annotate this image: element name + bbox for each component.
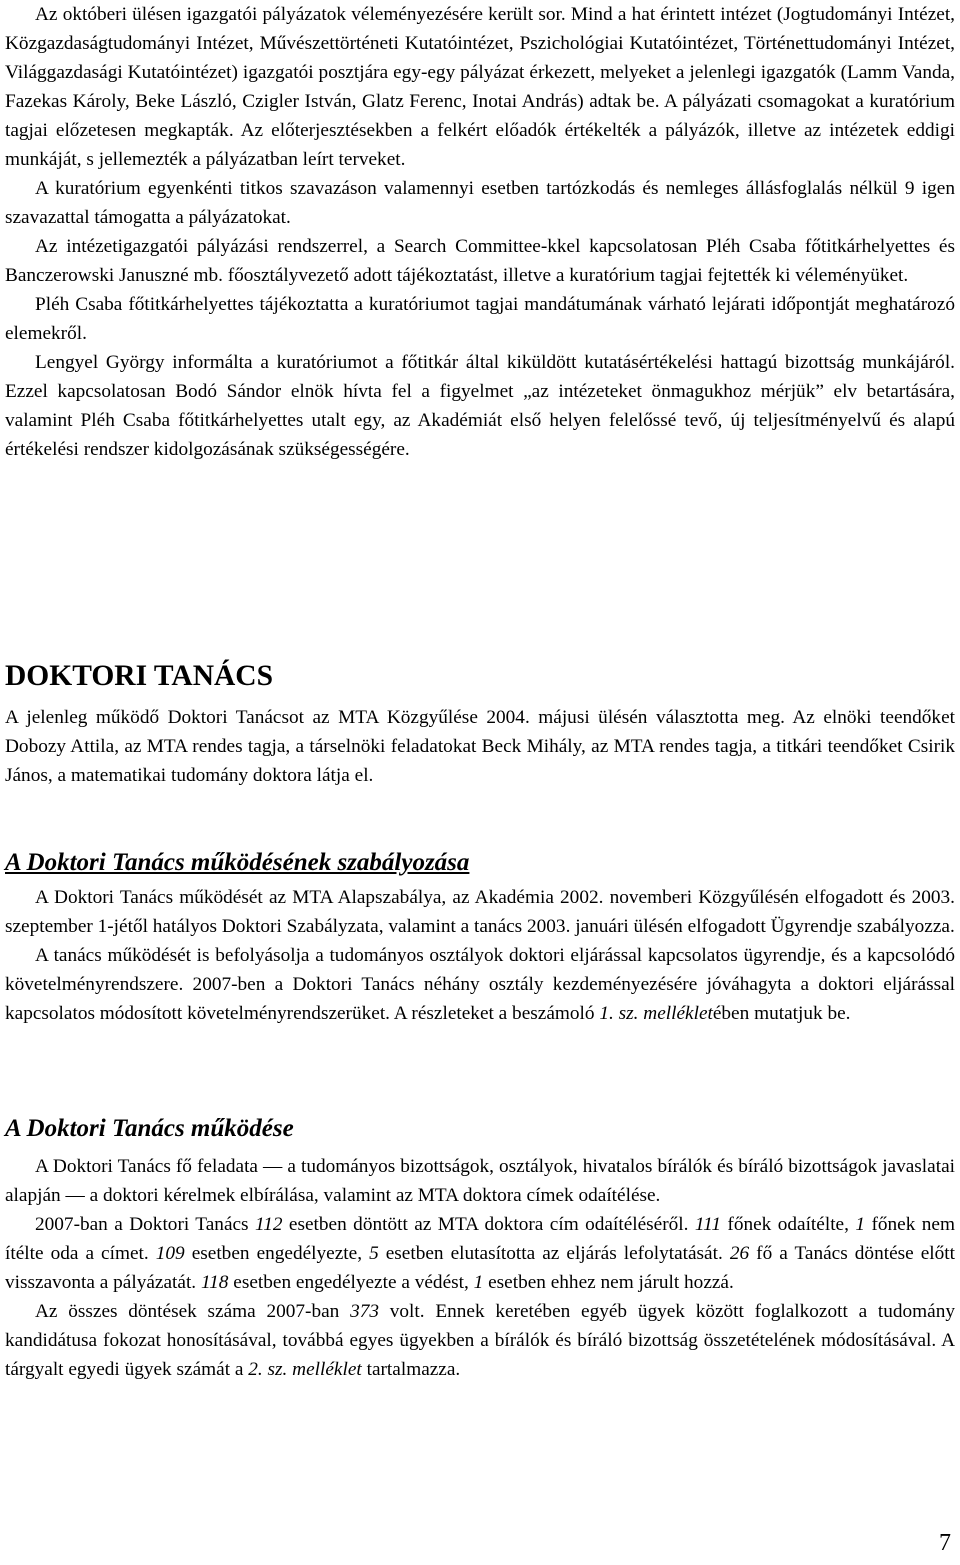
paragraph: Lengyel György informálta a kuratóriumot a főtitkár által kiküldött kutatásértékelési hattagú bizottság munkájáról. Ezzel kapcsolatosan Bodó Sándor elnök hívta fel a figyelmet „az intézeteket önmagukhoz mérjük” elv betartására, valamint Pléh Csaba főtitkárhelyettes utalt egy, az Akadémiát első helyen felelőssé tevő, új teljesítményelvű és alapú értékelési rendszer kidolgozásának szükségességére. bbox=[5, 352, 955, 460]
heading-mukodese: A Doktori Tanács működése bbox=[5, 1115, 294, 1142]
page-number: 7 bbox=[939, 1530, 951, 1556]
figure: 5 bbox=[369, 1243, 379, 1264]
ops-paragraph-1: A Doktori Tanács fő feladata — a tudományos bizottságok, osztályok, hivatalos bírálók és bíráló bizottságok javaslatai alapján — a doktori kérelmek elbírálása, valamint az MTA doktora címek odaítélése. bbox=[5, 1156, 955, 1206]
figure: 373 bbox=[350, 1301, 379, 1322]
intro-block bbox=[5, 703, 955, 790]
paragraph: Az intézetigazgatói pályázási rendszerrel, a Search Committee-kkel kapcsolatosan Pléh Csaba főtitkárhelyettes és Banczerowski Januszné mb. főosztályvezető adott tájékoztatást, illetve a kuratórium tagjai fejtették ki véleményüket. bbox=[5, 236, 955, 286]
paragraph: Pléh Csaba főtitkárhelyettes tájékoztatta a kuratóriumot tagjai mandátumának várható lejárati időpontját meghatározó elemekről. bbox=[5, 294, 955, 344]
intro-paragraph: A jelenleg működő Doktori Tanácsot az MTA Közgyűlése 2004. májusi ülésén választotta meg. Az elnöki teendőket Dobozy Attila, az MTA rendes tagja, a társelnöki feladatokat Beck Mihály, az MTA rendes tagja, a titkári teendőket Csirik János, a matematikai tudomány doktora látja el. bbox=[5, 707, 955, 786]
figure: 111 bbox=[694, 1214, 721, 1235]
section-kuratorium bbox=[5, 0, 955, 464]
paragraph: A kuratórium egyenkénti titkos szavazáson valamennyi esetben tartózkodás és nemleges állásfoglalás nélkül 9 igen szavazattal támogatta a pályázatokat. bbox=[5, 178, 955, 228]
annex-reference: 2. sz. melléklet bbox=[248, 1359, 362, 1380]
figure: 26 bbox=[729, 1243, 750, 1264]
rules-paragraph-1: A Doktori Tanács működését az MTA Alapszabálya, az Akadémia 2002. novemberi Közgyűlésén elfogadott és 2003. szeptember 1-jétől hatályos Doktori Szabályzata, valamint a tanács 2003. januári ülésén elfogadott Ügyrendje szabályozza. bbox=[5, 887, 955, 937]
ops-block bbox=[5, 1152, 955, 1384]
rules-block bbox=[5, 883, 955, 1028]
figure: 1 bbox=[855, 1214, 866, 1235]
heading-doktori-tanacs: DOKTORI TANÁCS bbox=[5, 660, 274, 692]
ops-paragraph-2: 2007-ban a Doktori Tanács 112 esetben döntött az MTA doktora cím odaítéléséről. 111 főnek odaítélte, 1 főnek nem ítélte oda a címet. 109 esetben engedélyezte, 5 esetben elutasította az eljárás lefolytatását. 26 fő a Tanács döntése előtt visszavonta a pályázatát. 118 esetben engedélyezte a védést, 1 esetben ehhez nem járult hozzá. bbox=[5, 1214, 955, 1293]
paragraph: Az októberi ülésen igazgatói pályázatok véleményezésére került sor. Mind a hat érintett intézet (Jogtudományi Intézet, Közgazdaságtudományi Intézet, Művészettörténeti Kutatóintézet, Pszichológiai Kutatóintézet, Történettudományi Intézet, Világgazdasági Kutatóintézet) igazgatói posztjára egy-egy pályázat érkezett, melyeket a jelenlegi igazgatók (Lamm Vanda, Fazekas Károly, Beke László, Czigler István, Glatz Ferenc, Inotai András) adtak be. A pályázati csomagokat a kuratórium tagjai előzetesen megkapták. Az előterjesztésekben a felkért előadók értékelték a pályázók, illetve az intézetek eddigi munkáját, s jellemezték a pályázatban leírt terveket. bbox=[5, 4, 955, 170]
heading-szabalyozas: A Doktori Tanács működésének szabályozása bbox=[5, 849, 470, 876]
rules-paragraph-2: A tanács működését is befolyásolja a tudományos osztályok doktori eljárással kapcsolatos ügyrendje, és a kapcsolódó követelményrendszere. 2007-ben a Doktori Tanács néhány osztály kezdeményezésére jóváhagyta a doktori eljárással kapcsolatos módosított követelményrendszerüket. A részleteket a beszámoló 1. sz. mellékletében mutatjuk be. bbox=[5, 945, 955, 1024]
annex-reference: 1. sz. melléklet bbox=[599, 1003, 713, 1024]
figure: 1 bbox=[473, 1272, 484, 1293]
figure: 118 bbox=[200, 1272, 229, 1293]
ops-paragraph-3: Az összes döntések száma 2007-ban 373 volt. Ennek keretében egyéb ügyek között foglalkozott a tudomány kandidátusa fokozat honosításával, továbbá egyes ügyekben a bírálók és bíráló bizottság összetételének módosításával. A tárgyalt egyedi ügyek számát a 2. sz. melléklet tartalmazza. bbox=[5, 1301, 955, 1380]
figure: 112 bbox=[255, 1214, 283, 1235]
figure: 109 bbox=[155, 1243, 185, 1264]
